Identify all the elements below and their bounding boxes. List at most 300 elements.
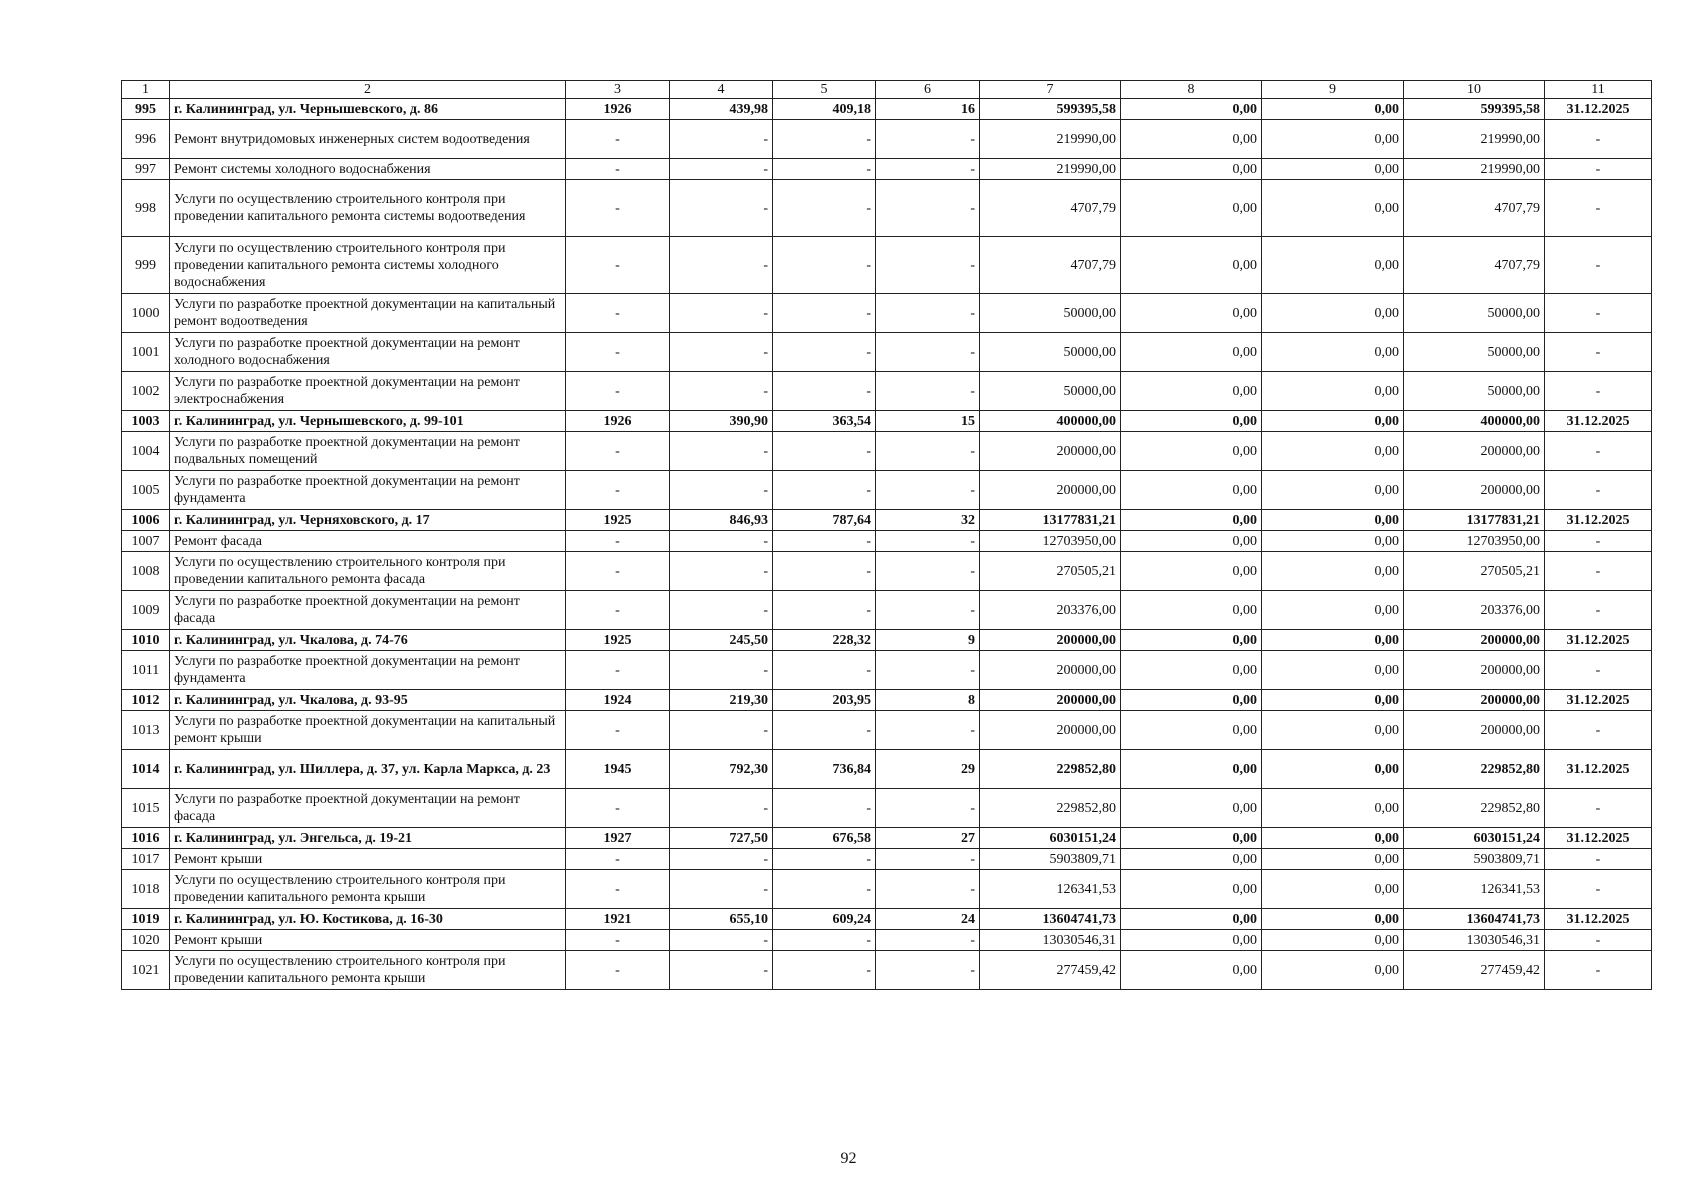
table-row [122, 432, 1652, 471]
row-col10: 200000,00 [1404, 432, 1545, 471]
row-number: 1016 [122, 828, 170, 849]
row-col10: 200000,00 [1404, 651, 1545, 690]
row-col10: 6030151,24 [1404, 828, 1545, 849]
row-number: 1013 [122, 711, 170, 750]
row-deadline: 31.12.2025 [1545, 411, 1652, 432]
row-total: 270505,21 [980, 552, 1121, 591]
row-col9: 0,00 [1262, 828, 1404, 849]
row-col10: 219990,00 [1404, 120, 1545, 159]
row-deadline: - [1545, 951, 1652, 990]
row-year: - [566, 591, 670, 630]
col-header-9: 9 [1262, 81, 1404, 99]
row-year: 1925 [566, 630, 670, 651]
row-col9: 0,00 [1262, 711, 1404, 750]
row-deadline: 31.12.2025 [1545, 828, 1652, 849]
row-col10: 12703950,00 [1404, 531, 1545, 552]
row-col8: 0,00 [1121, 849, 1262, 870]
row-col9: 0,00 [1262, 789, 1404, 828]
row-col6: - [876, 552, 980, 591]
table-row [122, 372, 1652, 411]
row-col6: - [876, 294, 980, 333]
row-col10: 219990,00 [1404, 159, 1545, 180]
row-col6: 8 [876, 690, 980, 711]
table-row [122, 711, 1652, 750]
row-col6: 9 [876, 630, 980, 651]
row-number: 1002 [122, 372, 170, 411]
row-col10: 13030546,31 [1404, 930, 1545, 951]
col-header-11: 11 [1545, 81, 1652, 99]
table-row [122, 237, 1652, 294]
row-number: 1010 [122, 630, 170, 651]
row-total: 13030546,31 [980, 930, 1121, 951]
row-name: Услуги по разработке проектной документации на капитальный ремонт крыши [170, 711, 566, 750]
row-col10: 13177831,21 [1404, 510, 1545, 531]
row-col9: 0,00 [1262, 651, 1404, 690]
row-col9: 0,00 [1262, 333, 1404, 372]
col-header-5: 5 [773, 81, 876, 99]
col-header-2: 2 [170, 81, 566, 99]
row-col4: 439,98 [670, 99, 773, 120]
row-year: 1926 [566, 411, 670, 432]
row-deadline: - [1545, 591, 1652, 630]
row-deadline: - [1545, 120, 1652, 159]
row-number: 997 [122, 159, 170, 180]
table-row [122, 828, 1652, 849]
row-col8: 0,00 [1121, 372, 1262, 411]
row-col5: 787,64 [773, 510, 876, 531]
table-row [122, 849, 1652, 870]
row-col6: - [876, 870, 980, 909]
row-col9: 0,00 [1262, 180, 1404, 237]
row-col9: 0,00 [1262, 870, 1404, 909]
table-row [122, 510, 1652, 531]
row-number: 998 [122, 180, 170, 237]
row-name: Услуги по осуществлению строительного контроля при проведении капитального ремонта крыши [170, 951, 566, 990]
row-col9: 0,00 [1262, 552, 1404, 591]
row-year: - [566, 120, 670, 159]
table-row [122, 180, 1652, 237]
row-number: 1020 [122, 930, 170, 951]
row-col10: 229852,80 [1404, 750, 1545, 789]
col-header-7: 7 [980, 81, 1121, 99]
row-col8: 0,00 [1121, 411, 1262, 432]
row-col6: - [876, 471, 980, 510]
row-col5: 409,18 [773, 99, 876, 120]
row-total: 200000,00 [980, 651, 1121, 690]
row-total: 4707,79 [980, 180, 1121, 237]
row-name: г. Калининград, ул. Энгельса, д. 19-21 [170, 828, 566, 849]
row-total: 4707,79 [980, 237, 1121, 294]
row-year: - [566, 651, 670, 690]
row-col9: 0,00 [1262, 99, 1404, 120]
row-number: 1006 [122, 510, 170, 531]
row-col8: 0,00 [1121, 552, 1262, 591]
row-col8: 0,00 [1121, 870, 1262, 909]
row-col9: 0,00 [1262, 294, 1404, 333]
row-col4: - [670, 849, 773, 870]
row-number: 1009 [122, 591, 170, 630]
row-col9: 0,00 [1262, 591, 1404, 630]
table-row [122, 690, 1652, 711]
row-number: 1015 [122, 789, 170, 828]
row-col9: 0,00 [1262, 471, 1404, 510]
row-col9: 0,00 [1262, 630, 1404, 651]
row-total: 50000,00 [980, 294, 1121, 333]
row-deadline: - [1545, 294, 1652, 333]
row-col4: - [670, 432, 773, 471]
row-col6: - [876, 849, 980, 870]
table-row [122, 870, 1652, 909]
row-name: Ремонт фасада [170, 531, 566, 552]
row-name: Услуги по осуществлению строительного контроля при проведении капитального ремонта системы водоотведения [170, 180, 566, 237]
row-total: 400000,00 [980, 411, 1121, 432]
row-col4: - [670, 951, 773, 990]
row-deadline: - [1545, 789, 1652, 828]
row-col6: - [876, 531, 980, 552]
row-col10: 4707,79 [1404, 237, 1545, 294]
row-col6: - [876, 591, 980, 630]
row-deadline: - [1545, 651, 1652, 690]
row-col5: - [773, 930, 876, 951]
row-col8: 0,00 [1121, 333, 1262, 372]
row-col10: 400000,00 [1404, 411, 1545, 432]
col-header-6: 6 [876, 81, 980, 99]
row-total: 126341,53 [980, 870, 1121, 909]
table-row [122, 411, 1652, 432]
row-col9: 0,00 [1262, 120, 1404, 159]
row-col9: 0,00 [1262, 951, 1404, 990]
row-col8: 0,00 [1121, 951, 1262, 990]
row-total: 203376,00 [980, 591, 1121, 630]
row-col5: - [773, 789, 876, 828]
row-col4: - [670, 294, 773, 333]
row-col6: 24 [876, 909, 980, 930]
row-year: - [566, 930, 670, 951]
row-col10: 5903809,71 [1404, 849, 1545, 870]
row-year: 1921 [566, 909, 670, 930]
row-number: 1012 [122, 690, 170, 711]
row-total: 13604741,73 [980, 909, 1121, 930]
row-name: Услуги по разработке проектной документации на ремонт фундамента [170, 471, 566, 510]
row-col10: 50000,00 [1404, 294, 1545, 333]
row-col8: 0,00 [1121, 909, 1262, 930]
row-deadline: - [1545, 432, 1652, 471]
row-number: 1021 [122, 951, 170, 990]
row-col5: - [773, 849, 876, 870]
table-row [122, 471, 1652, 510]
row-col5: 676,58 [773, 828, 876, 849]
row-total: 200000,00 [980, 471, 1121, 510]
row-name: Услуги по осуществлению строительного контроля при проведении капитального ремонта системы холодного водоснабжения [170, 237, 566, 294]
row-year: - [566, 294, 670, 333]
row-name: г. Калининград, ул. Черняховского, д. 17 [170, 510, 566, 531]
row-year: - [566, 552, 670, 591]
row-year: 1925 [566, 510, 670, 531]
row-col8: 0,00 [1121, 531, 1262, 552]
table-row [122, 159, 1652, 180]
row-col6: 29 [876, 750, 980, 789]
row-total: 13177831,21 [980, 510, 1121, 531]
row-col10: 50000,00 [1404, 372, 1545, 411]
table-row [122, 951, 1652, 990]
row-col10: 4707,79 [1404, 180, 1545, 237]
row-name: Ремонт крыши [170, 849, 566, 870]
row-col4: - [670, 120, 773, 159]
row-col4: 655,10 [670, 909, 773, 930]
table-row [122, 630, 1652, 651]
table-row [122, 651, 1652, 690]
row-deadline: - [1545, 159, 1652, 180]
row-col9: 0,00 [1262, 531, 1404, 552]
row-col6: 15 [876, 411, 980, 432]
row-deadline: 31.12.2025 [1545, 630, 1652, 651]
row-col4: - [670, 651, 773, 690]
row-number: 1007 [122, 531, 170, 552]
row-col6: - [876, 789, 980, 828]
col-header-8: 8 [1121, 81, 1262, 99]
row-name: Услуги по разработке проектной документации на ремонт фасада [170, 591, 566, 630]
row-col8: 0,00 [1121, 711, 1262, 750]
row-col5: 203,95 [773, 690, 876, 711]
row-col6: - [876, 951, 980, 990]
col-header-10: 10 [1404, 81, 1545, 99]
row-name: Услуги по осуществлению строительного контроля при проведении капитального ремонта крыши [170, 870, 566, 909]
row-total: 50000,00 [980, 372, 1121, 411]
row-number: 1018 [122, 870, 170, 909]
row-col4: 245,50 [670, 630, 773, 651]
row-deadline: - [1545, 333, 1652, 372]
row-deadline: - [1545, 849, 1652, 870]
row-col4: 727,50 [670, 828, 773, 849]
row-number: 1017 [122, 849, 170, 870]
row-col4: - [670, 159, 773, 180]
row-col10: 200000,00 [1404, 711, 1545, 750]
row-col6: 27 [876, 828, 980, 849]
page-number: 92 [840, 1150, 857, 1167]
row-total: 6030151,24 [980, 828, 1121, 849]
row-col8: 0,00 [1121, 630, 1262, 651]
table-row [122, 909, 1652, 930]
row-number: 1011 [122, 651, 170, 690]
row-col4: 219,30 [670, 690, 773, 711]
row-deadline: - [1545, 552, 1652, 591]
row-deadline: - [1545, 180, 1652, 237]
row-col9: 0,00 [1262, 510, 1404, 531]
row-name: г. Калининград, ул. Чкалова, д. 74-76 [170, 630, 566, 651]
row-name: Ремонт системы холодного водоснабжения [170, 159, 566, 180]
row-col4: - [670, 531, 773, 552]
row-name: г. Калининград, ул. Чернышевского, д. 86 [170, 99, 566, 120]
row-col10: 200000,00 [1404, 471, 1545, 510]
row-col4: - [670, 930, 773, 951]
row-year: - [566, 159, 670, 180]
row-col5: - [773, 711, 876, 750]
table-row [122, 333, 1652, 372]
row-number: 1014 [122, 750, 170, 789]
row-col8: 0,00 [1121, 510, 1262, 531]
row-total: 200000,00 [980, 711, 1121, 750]
row-col4: - [670, 180, 773, 237]
row-total: 200000,00 [980, 690, 1121, 711]
row-total: 229852,80 [980, 789, 1121, 828]
table-row [122, 930, 1652, 951]
row-name: г. Калининград, ул. Чкалова, д. 93-95 [170, 690, 566, 711]
row-year: - [566, 372, 670, 411]
row-deadline: - [1545, 372, 1652, 411]
row-col4: - [670, 372, 773, 411]
row-deadline: - [1545, 870, 1652, 909]
row-number: 1003 [122, 411, 170, 432]
row-col5: - [773, 471, 876, 510]
row-total: 12703950,00 [980, 531, 1121, 552]
table-row [122, 789, 1652, 828]
row-year: - [566, 237, 670, 294]
row-number: 996 [122, 120, 170, 159]
row-col10: 599395,58 [1404, 99, 1545, 120]
row-col8: 0,00 [1121, 930, 1262, 951]
row-col8: 0,00 [1121, 159, 1262, 180]
row-deadline: 31.12.2025 [1545, 909, 1652, 930]
row-col8: 0,00 [1121, 750, 1262, 789]
col-header-3: 3 [566, 81, 670, 99]
row-col5: - [773, 180, 876, 237]
table-row [122, 120, 1652, 159]
works-table [121, 80, 1652, 990]
row-col10: 203376,00 [1404, 591, 1545, 630]
row-col9: 0,00 [1262, 909, 1404, 930]
table-row [122, 591, 1652, 630]
row-col6: - [876, 651, 980, 690]
row-deadline: - [1545, 930, 1652, 951]
row-col5: - [773, 531, 876, 552]
table-row [122, 750, 1652, 789]
row-name: Ремонт внутридомовых инженерных систем водоотведения [170, 120, 566, 159]
row-col8: 0,00 [1121, 789, 1262, 828]
row-name: Услуги по разработке проектной документации на ремонт электроснабжения [170, 372, 566, 411]
row-name: Услуги по разработке проектной документации на капитальный ремонт водоотведения [170, 294, 566, 333]
row-year: - [566, 951, 670, 990]
row-total: 219990,00 [980, 159, 1121, 180]
row-col4: - [670, 711, 773, 750]
row-col4: 792,30 [670, 750, 773, 789]
row-col6: - [876, 180, 980, 237]
row-col5: - [773, 294, 876, 333]
row-name: Услуги по разработке проектной документации на ремонт фасада [170, 789, 566, 828]
row-col8: 0,00 [1121, 471, 1262, 510]
row-col4: - [670, 591, 773, 630]
row-col10: 13604741,73 [1404, 909, 1545, 930]
row-deadline: 31.12.2025 [1545, 690, 1652, 711]
row-col6: - [876, 159, 980, 180]
row-col10: 270505,21 [1404, 552, 1545, 591]
row-col4: - [670, 789, 773, 828]
table-row [122, 99, 1652, 120]
col-header-1: 1 [122, 81, 170, 99]
row-year: 1924 [566, 690, 670, 711]
row-total: 277459,42 [980, 951, 1121, 990]
row-number: 999 [122, 237, 170, 294]
row-year: - [566, 432, 670, 471]
row-col6: - [876, 930, 980, 951]
row-number: 995 [122, 99, 170, 120]
row-name: г. Калининград, ул. Шиллера, д. 37, ул. Карла Маркса, д. 23 [170, 750, 566, 789]
row-col9: 0,00 [1262, 159, 1404, 180]
row-col8: 0,00 [1121, 120, 1262, 159]
row-name: г. Калининград, ул. Чернышевского, д. 99-101 [170, 411, 566, 432]
row-year: - [566, 471, 670, 510]
row-year: 1926 [566, 99, 670, 120]
row-col6: - [876, 372, 980, 411]
row-col8: 0,00 [1121, 294, 1262, 333]
row-col8: 0,00 [1121, 690, 1262, 711]
row-total: 5903809,71 [980, 849, 1121, 870]
row-col5: - [773, 159, 876, 180]
row-col9: 0,00 [1262, 411, 1404, 432]
row-col4: 846,93 [670, 510, 773, 531]
row-col4: - [670, 237, 773, 294]
row-col8: 0,00 [1121, 651, 1262, 690]
row-col4: 390,90 [670, 411, 773, 432]
row-year: - [566, 789, 670, 828]
row-col6: - [876, 237, 980, 294]
row-col6: - [876, 711, 980, 750]
row-year: - [566, 333, 670, 372]
row-col4: - [670, 870, 773, 909]
row-col6: - [876, 333, 980, 372]
row-col5: - [773, 951, 876, 990]
row-col9: 0,00 [1262, 372, 1404, 411]
row-col4: - [670, 471, 773, 510]
row-col8: 0,00 [1121, 237, 1262, 294]
row-number: 1004 [122, 432, 170, 471]
row-col10: 126341,53 [1404, 870, 1545, 909]
header-row [122, 81, 1652, 99]
row-col9: 0,00 [1262, 432, 1404, 471]
row-name: Услуги по осуществлению строительного контроля при проведении капитального ремонта фасада [170, 552, 566, 591]
row-col5: 609,24 [773, 909, 876, 930]
row-col5: 736,84 [773, 750, 876, 789]
row-deadline: - [1545, 711, 1652, 750]
row-col9: 0,00 [1262, 750, 1404, 789]
row-col5: - [773, 372, 876, 411]
row-col6: 32 [876, 510, 980, 531]
col-header-4: 4 [670, 81, 773, 99]
row-deadline: 31.12.2025 [1545, 510, 1652, 531]
row-col10: 200000,00 [1404, 630, 1545, 651]
row-number: 1000 [122, 294, 170, 333]
row-col9: 0,00 [1262, 690, 1404, 711]
row-total: 200000,00 [980, 432, 1121, 471]
row-col5: - [773, 651, 876, 690]
table-row [122, 294, 1652, 333]
row-name: Ремонт крыши [170, 930, 566, 951]
row-col9: 0,00 [1262, 237, 1404, 294]
row-col5: - [773, 237, 876, 294]
row-number: 1005 [122, 471, 170, 510]
row-col6: - [876, 120, 980, 159]
row-year: 1927 [566, 828, 670, 849]
row-col9: 0,00 [1262, 930, 1404, 951]
row-name: Услуги по разработке проектной документации на ремонт холодного водоснабжения [170, 333, 566, 372]
row-col8: 0,00 [1121, 432, 1262, 471]
row-total: 219990,00 [980, 120, 1121, 159]
row-col10: 50000,00 [1404, 333, 1545, 372]
row-col4: - [670, 552, 773, 591]
row-total: 50000,00 [980, 333, 1121, 372]
row-number: 1019 [122, 909, 170, 930]
row-col10: 229852,80 [1404, 789, 1545, 828]
row-deadline: - [1545, 471, 1652, 510]
